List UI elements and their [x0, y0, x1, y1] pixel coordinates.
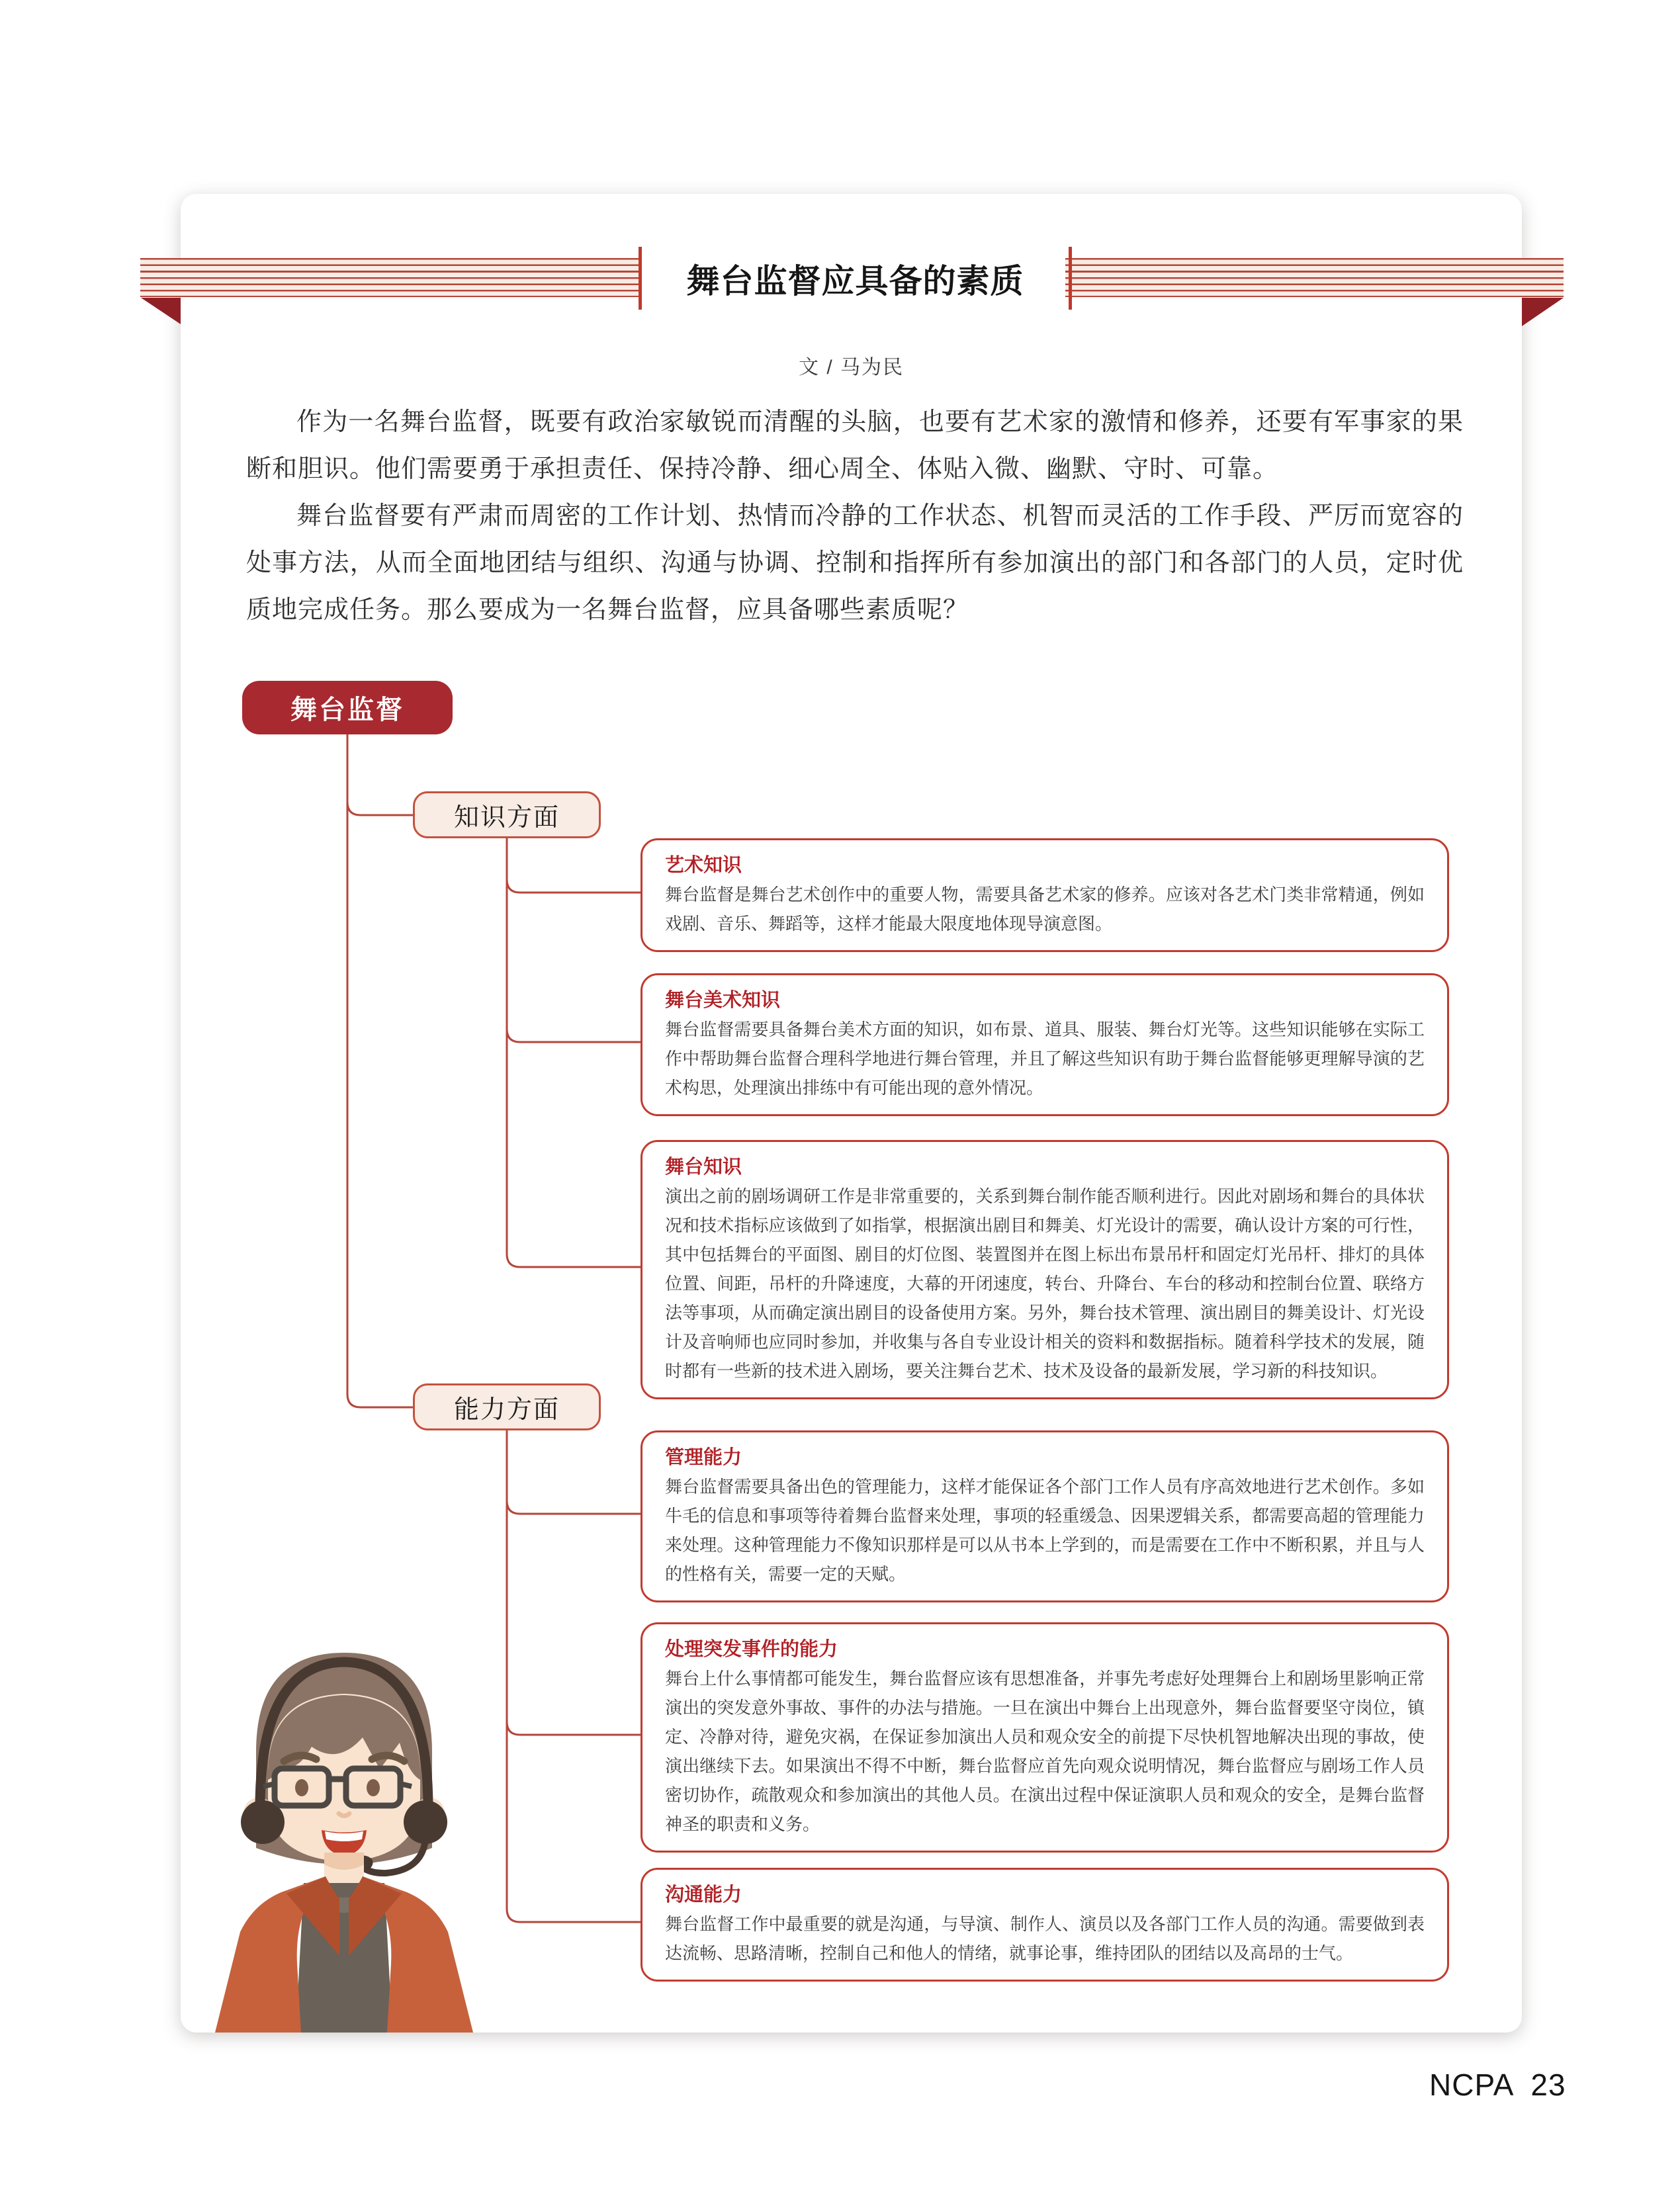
- byline: 文 / 马为民: [798, 357, 904, 378]
- detail-box-body: 舞台监督需要具备出色的管理能力，这样才能保证各个部门工作人员有序高效地进行艺术创作。多如牛毛的信息和事项等待着舞台监督来处理，事项的轻重缓急、因果逻辑关系，都需要高超的管理能力来处理。这种管理能力不像知识那样是可以从书本上学到的，而是需要在工作中不断积累，并且与人的性格有关，需要一定的天赋。: [665, 1477, 1425, 1584]
- detail-box-body: 舞台上什么事情都可能发生，舞台监督应该有思想准备，并事先考虑好处理舞台上和剧场里影响正常演出的突发意外事故、事件的办法与措施。一旦在演出中舞台上出现意外，舞台监督要坚守岗位，镇定、冷静对待，避免灾祸，在保证参加演出人员和观众安全的前提下尽快机智地解决出现的事故，使演出继续下去。如果演出不得不中断，舞台监督应首先向观众说明情况，舞台监督应与剧场工作人员密切协作，疏散观众和参加演出的其他人员。在演出过程中保证演职人员和观众的安全，是舞台监督神圣的职责和义务。: [665, 1669, 1425, 1834]
- detail-box-communication-ability: [641, 1868, 1449, 1982]
- title-ribbon-left: [140, 258, 639, 297]
- nose: [339, 1814, 349, 1816]
- stage-manager-illustration: [190, 1646, 485, 2033]
- title-row: [639, 247, 1072, 310]
- detail-box-art-knowledge: [641, 838, 1449, 952]
- detail-box-title: 管理能力: [665, 1447, 742, 1468]
- eye-left: [295, 1779, 308, 1796]
- detail-box-title: 艺术知识: [665, 855, 742, 876]
- intro-paragraph: 作为一名舞台监督，既要有政治家敏锐而清醒的头脑，也要有艺术家的激情和修养，还要有军事家的果断和胆识。他们需要勇于承担责任、保持冷静、细心周全、体贴入微、幽默、守时、可靠。: [246, 408, 1464, 483]
- title-ribbon-right: [1065, 258, 1564, 297]
- intro-paragraph: 舞台监督要有严肃而周密的工作计划、热情而冷静的工作状态、机智而灵活的工作手段、严厉而宽容的处事方法，从而全面地团结与组织、沟通与协调、控制和指挥所有参加演出的部门和各部门的人员，定时优质地完成任务。那么要成为一名舞台监督，应具备哪些素质呢？: [246, 502, 1464, 624]
- eye-right: [367, 1779, 380, 1796]
- detail-box-management-ability: [641, 1430, 1449, 1602]
- detail-box-stage-art-knowledge: [641, 973, 1449, 1116]
- detail-box-title: 舞台知识: [665, 1157, 742, 1178]
- detail-box-body: 舞台监督是舞台艺术创作中的重要人物，需要具备艺术家的修养。应该对各艺术门类非常精通，例如戏剧、音乐、舞蹈等，这样才能最大限度地体现导演意图。: [665, 885, 1425, 934]
- footer-page-label: NCPA 23: [1429, 2068, 1566, 2102]
- ribbon-fold-right: [1522, 298, 1564, 326]
- detail-box-body: 舞台监督工作中最重要的就是沟通，与导演、制作人、演员以及各部门工作人员的沟通。需要做到表达流畅、思路清晰，控制自己和他人的情绪，就事论事，维持团队的团结以及高昂的士气。: [665, 1914, 1425, 1963]
- detail-box-body: 演出之前的剧场调研工作是非常重要的，关系到舞台制作能否顺利进行。因此对剧场和舞台的具体状况和技术指标应该做到了如指掌，根据演出剧目和舞美、灯光设计的需要，确认设计方案的可行性，其中包括舞台的平面图、剧目的灯位图、装置图并在图上标出布景吊杆和固定灯光吊杆、排灯的具体位置、间距，吊杆的升降速度，大幕的开闭速度，转台、升降台、车台的移动和控制台位置、联络方法等事项，从而确定演出剧目的设备使用方案。另外，舞台技术管理、演出剧目的舞美设计、灯光设计及音响师也应同时参加，并收集与各自专业设计相关的资料和数据指标。随着科学技术的发展，随时都有一些新的技术进入剧场，要关注舞台艺术、技术及设备的最新发展，学习新的科技知识。: [665, 1186, 1425, 1381]
- detail-box-title: 处理突发事件的能力: [665, 1639, 838, 1660]
- detail-box-stage-knowledge: [641, 1140, 1449, 1399]
- page-title: 舞台监督应具备的素质: [686, 262, 1024, 300]
- detail-box-title: 舞台美术知识: [665, 990, 781, 1011]
- detail-box-title: 沟通能力: [665, 1884, 742, 1905]
- mindmap-root-node: 舞台监督: [242, 681, 453, 734]
- mindmap-branch-ability: 能力方面: [413, 1383, 601, 1430]
- detail-box-body: 舞台监督需要具备舞台美术方面的知识，如布景、道具、服装、舞台灯光等。这些知识能够在实际工作中帮助舞台监督合理科学地进行舞台管理，并且了解这些知识有助于舞台监督能够更理解导演的艺术构思，处理演出排练中有可能出现的意外情况。: [665, 1020, 1425, 1098]
- detail-box-emergency-ability: [641, 1622, 1449, 1853]
- intro-paragraphs: [246, 399, 1464, 634]
- mindmap-branch-knowledge: 知识方面: [413, 791, 601, 838]
- ribbon-fold-left: [141, 298, 181, 324]
